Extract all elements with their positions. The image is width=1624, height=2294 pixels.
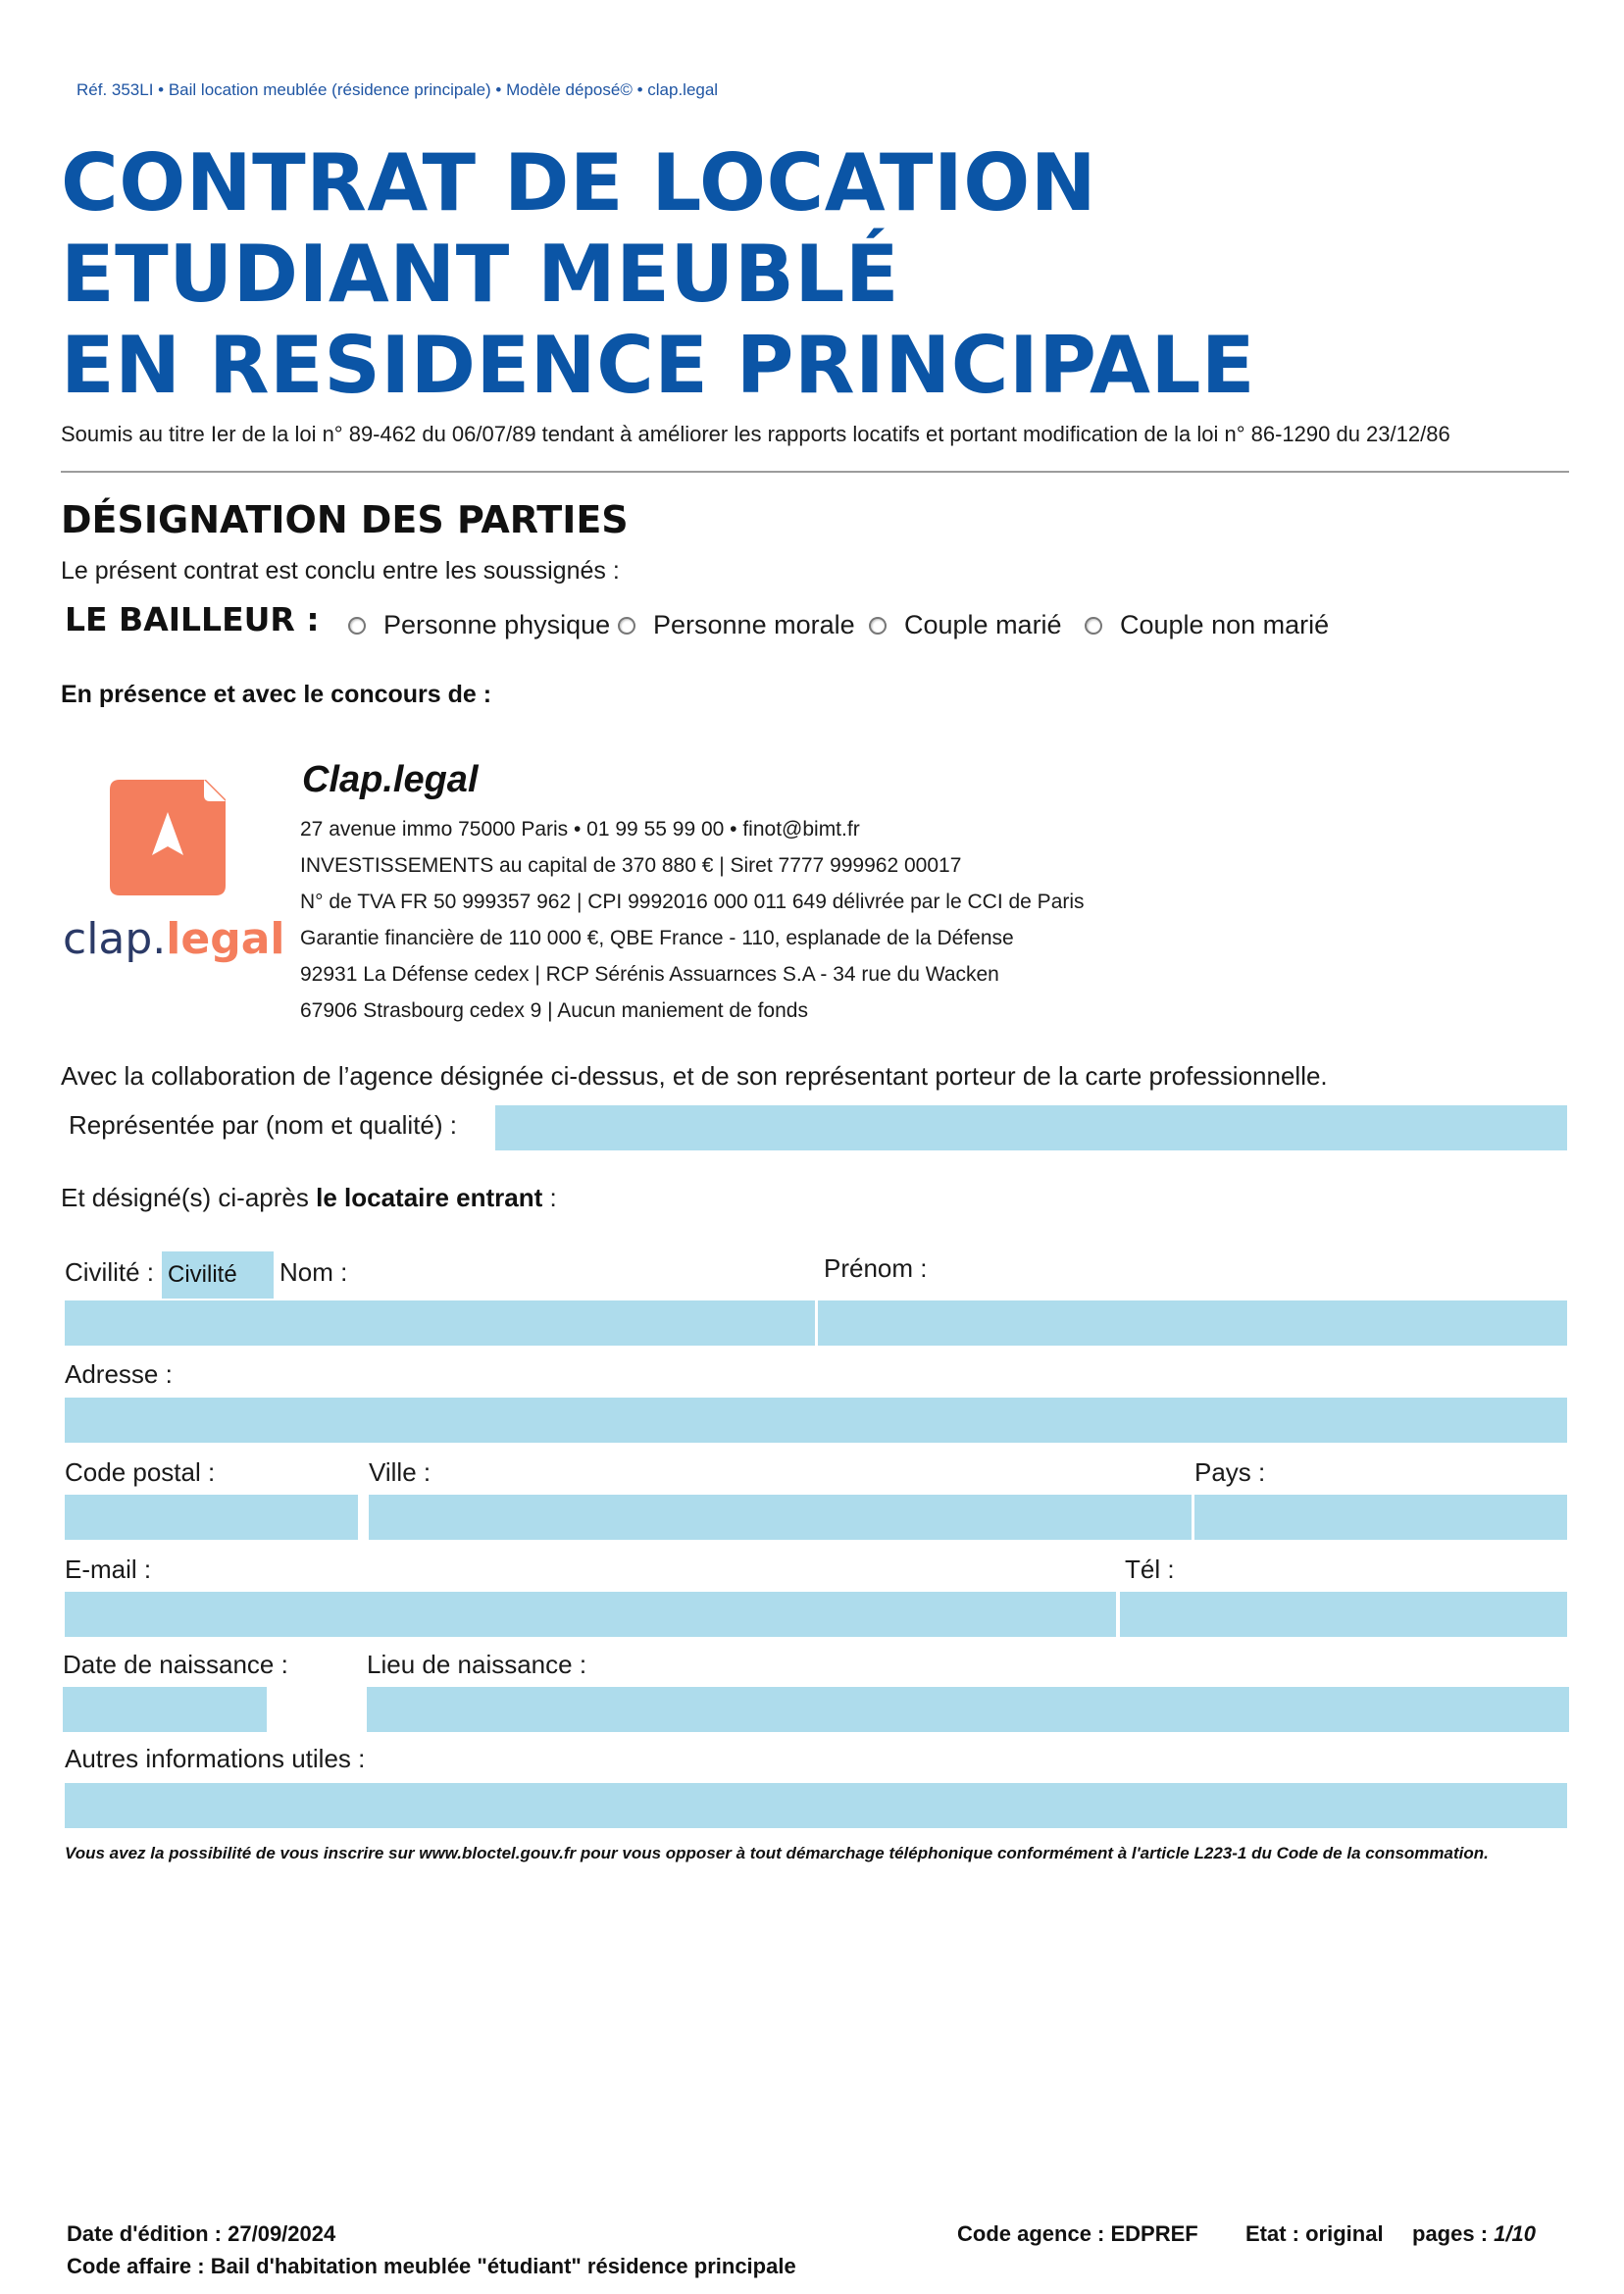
radio-label: Couple marié (904, 610, 1062, 639)
legal-subtitle: Soumis au titre Ier de la loi n° 89-462 du 06/07/89 tendant à améliorer les rapports locatifs et portant modification de la loi n° 86-1290 du 23/12/86 (61, 422, 1450, 446)
title-line-2: ETUDIANT MEUBLÉ (61, 229, 899, 320)
collaboration-text: Avec la collaboration de l’agence désignée ci-dessus, et de son représentant porteur de la carte professionnelle. (61, 1061, 1328, 1091)
agency-name: Clap.legal (302, 759, 479, 800)
radio-label: Personne morale (653, 610, 855, 639)
bailleur-label: LE BAILLEUR : (65, 600, 320, 638)
agency-line: 27 avenue immo 75000 Paris • 01 99 55 99 00 • finot@bimt.fr (300, 818, 860, 841)
pays-label: Pays : (1194, 1457, 1266, 1487)
pays-field[interactable] (1194, 1495, 1567, 1540)
radio-personne-physique[interactable] (348, 610, 610, 640)
radio-circle-icon[interactable] (348, 617, 366, 635)
radio-circle-icon[interactable] (618, 617, 635, 635)
adresse-label: Adresse : (65, 1359, 173, 1389)
title-line-1: CONTRAT DE LOCATION (61, 137, 1097, 229)
civilite-label: Civilité : (65, 1257, 155, 1287)
radio-circle-icon[interactable] (1085, 617, 1102, 635)
nom-field[interactable] (65, 1300, 815, 1346)
presence-label: En présence et avec le concours de : (61, 681, 492, 708)
radio-label: Personne physique (383, 610, 611, 639)
footer-code-agence: Code agence : EDPREF (957, 2221, 1198, 2246)
represented-field[interactable] (495, 1105, 1567, 1150)
date-naissance-label: Date de naissance : (63, 1650, 288, 1679)
represented-label: Représentée par (nom et qualité) : (69, 1110, 457, 1140)
lieu-naissance-label: Lieu de naissance : (367, 1650, 587, 1679)
date-naissance-field[interactable] (63, 1687, 267, 1732)
autres-infos-label: Autres informations utiles : (65, 1744, 366, 1773)
agency-line: N° de TVA FR 50 999357 962 | CPI 9992016 000 011 649 délivrée par le CCI de Paris (300, 891, 1085, 913)
radio-couple-non-marie[interactable] (1085, 610, 1329, 640)
prenom-label: Prénom : (824, 1253, 928, 1283)
divider (61, 471, 1569, 473)
reference-line: Réf. 353LI • Bail location meublée (résidence principale) • Modèle déposé© • clap.legal (76, 80, 719, 99)
radio-personne-morale[interactable] (618, 610, 855, 640)
prenom-field[interactable] (818, 1300, 1567, 1346)
radio-couple-marie[interactable] (869, 610, 1062, 640)
radio-label: Couple non marié (1120, 610, 1330, 639)
locataire-intro: Et désigné(s) ci-après le locataire entrant : (61, 1183, 557, 1212)
agency-line: INVESTISSEMENTS au capital de 370 880 € | Siret 7777 999962 00017 (300, 854, 962, 877)
agency-line: 67906 Strasbourg cedex 9 | Aucun maniement de fonds (300, 999, 808, 1022)
footer-code-affaire: Code affaire : Bail d'habitation meublée "étudiant" résidence principale (67, 2254, 796, 2278)
section-title-parties: DÉSIGNATION DES PARTIES (61, 498, 629, 541)
logo-wordmark: clap.legal (63, 914, 285, 964)
tel-field[interactable] (1120, 1592, 1567, 1637)
footer-etat: Etat : original (1245, 2221, 1384, 2246)
lieu-naissance-field[interactable] (367, 1687, 1569, 1732)
email-label: E-mail : (65, 1555, 152, 1584)
bloctel-notice: Vous avez la possibilité de vous inscrire sur www.bloctel.gouv.fr pour vous opposer à tout démarchage téléphonique conformément à l'article L223-1 du Code de la consommation. (65, 1844, 1489, 1862)
title-line-3: EN RESIDENCE PRINCIPALE (61, 320, 1256, 411)
nom-label: Nom : (279, 1257, 348, 1287)
agency-line: 92931 La Défense cedex | RCP Sérénis Assuarnces S.A - 34 rue du Wacken (300, 963, 999, 986)
footer-pages: pages : 1/10 (1412, 2221, 1536, 2246)
radio-circle-icon[interactable] (869, 617, 887, 635)
tel-label: Tél : (1125, 1555, 1175, 1584)
ville-field[interactable] (369, 1495, 1192, 1540)
agency-line: Garantie financière de 110 000 €, QBE France - 110, esplanade de la Défense (300, 927, 1014, 949)
parties-intro: Le présent contrat est conclu entre les soussignés : (61, 557, 620, 585)
ville-label: Ville : (369, 1457, 431, 1487)
civilite-select[interactable]: Civilité (162, 1251, 274, 1299)
agency-logo (61, 775, 286, 981)
email-field[interactable] (65, 1592, 1116, 1637)
code-postal-field[interactable] (65, 1495, 358, 1540)
autres-infos-field[interactable] (65, 1783, 1567, 1828)
footer-date-edition: Date d'édition : 27/09/2024 (67, 2221, 336, 2246)
document-title (61, 137, 1255, 411)
adresse-field[interactable] (65, 1398, 1567, 1443)
code-postal-label: Code postal : (65, 1457, 216, 1487)
